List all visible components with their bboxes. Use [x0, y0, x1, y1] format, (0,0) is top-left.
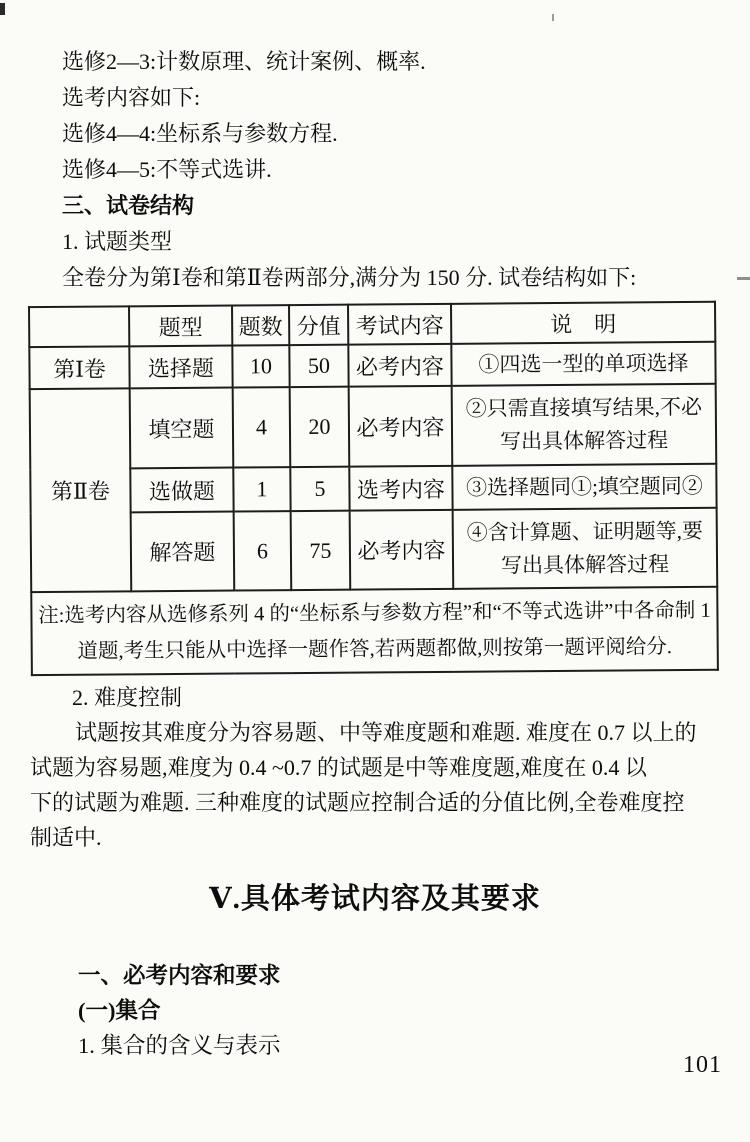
- cell-score: 75: [291, 511, 351, 590]
- cell-type: 选做题: [130, 468, 233, 513]
- cell-content: 必考内容: [348, 344, 451, 387]
- elective-4-4-line: 选修4—4:坐标系与参数方程.: [62, 121, 338, 146]
- exam-structure-table: [28, 301, 719, 676]
- top-text-section: [62, 44, 636, 296]
- cell-score: 50: [289, 345, 348, 387]
- header-exam-content: 考试内容: [348, 304, 451, 345]
- paper-structure-intro: 全卷分为第Ⅰ卷和第Ⅱ卷两部分,满分为 150 分. 试卷结构如下:: [62, 265, 637, 290]
- cell-score: 20: [290, 387, 350, 467]
- cell-note: ①四选一型的单项选择: [451, 342, 715, 386]
- scan-speck: [737, 277, 750, 280]
- elective-2-3-line: 选修2—3:计数原理、统计案例、概率.: [62, 49, 426, 74]
- header-volume: [29, 306, 129, 347]
- subsection-sets-heading: (一)集合: [78, 998, 161, 1023]
- item-set-meaning: 1. 集合的含义与表示: [78, 1033, 281, 1058]
- difficulty-section: [30, 680, 746, 855]
- cell-content: 选考内容: [349, 466, 452, 511]
- cell-count: 1: [233, 467, 290, 511]
- difficulty-paragraph-line: 下的试题为难题. 三种难度的试题应控制合适的分值比例,全卷难度控: [30, 790, 685, 815]
- cell-volume-2: 第Ⅱ卷: [30, 388, 132, 592]
- cell-note: ③选择题同①;填空题同②: [452, 464, 716, 510]
- section-3-heading: 三、试卷结构: [62, 193, 195, 218]
- cell-count: 6: [234, 511, 292, 590]
- cell-count: 4: [233, 387, 291, 467]
- table-footnote: 注:选考内容从选修系列 4 的“坐标系与参数方程”和“不等式选讲”中各命制 1 道题,考生只能从中选择一题作答,若两题都做,则按第一题评阅给分.: [31, 587, 718, 675]
- cell-content: 必考内容: [349, 386, 453, 467]
- header-question-type: 题型: [129, 306, 232, 347]
- elective-intro-line: 选考内容如下:: [62, 85, 201, 110]
- scan-corner-artifact: [0, 3, 5, 15]
- difficulty-heading: 2. 难度控制: [72, 685, 183, 710]
- table-row: [31, 508, 718, 592]
- cell-content: 必考内容: [350, 510, 454, 590]
- cell-volume-1: 第Ⅰ卷: [29, 346, 129, 389]
- header-score: 分值: [289, 305, 348, 345]
- section-v-title: Ⅴ.具体考试内容及其要求: [209, 883, 541, 915]
- cell-note: ④含计算题、证明题等,要写出具体解答过程: [453, 508, 718, 589]
- difficulty-paragraph-line: 试题按其难度分为容易题、中等难度题和难题. 难度在 0.7 以上的: [75, 720, 697, 745]
- cell-type: 选择题: [129, 346, 232, 389]
- header-explanation: 说 明: [451, 302, 715, 344]
- page-number: 101: [683, 1052, 722, 1078]
- cell-count: 10: [232, 345, 289, 387]
- difficulty-paragraph-line: 制适中.: [30, 825, 102, 850]
- section-v-subsections: [78, 958, 281, 1063]
- cell-type: 解答题: [131, 512, 235, 592]
- difficulty-paragraph-line: 试题为容易题,难度为 0.4 ~0.7 的试题是中等难度题,难度在 0.4 以: [30, 755, 647, 780]
- table-header-row: [29, 302, 715, 347]
- cell-score: 5: [290, 467, 349, 511]
- required-content-heading: 一、必考内容和要求: [78, 963, 281, 988]
- item-1-question-types: 1. 试题类型: [62, 229, 173, 254]
- header-question-count: 题数: [232, 305, 289, 345]
- cell-note: ②只需直接填写结果,不必写出具体解答过程: [452, 384, 717, 466]
- table-footnote-row: [31, 587, 718, 675]
- table-row: [29, 342, 715, 389]
- elective-4-5-line: 选修4—5:不等式选讲.: [62, 157, 272, 182]
- scan-speck: [552, 14, 554, 21]
- table-row: [30, 464, 716, 513]
- table-row: [30, 384, 717, 469]
- exam-structure-table-wrap: [28, 301, 717, 676]
- cell-type: 填空题: [130, 388, 234, 469]
